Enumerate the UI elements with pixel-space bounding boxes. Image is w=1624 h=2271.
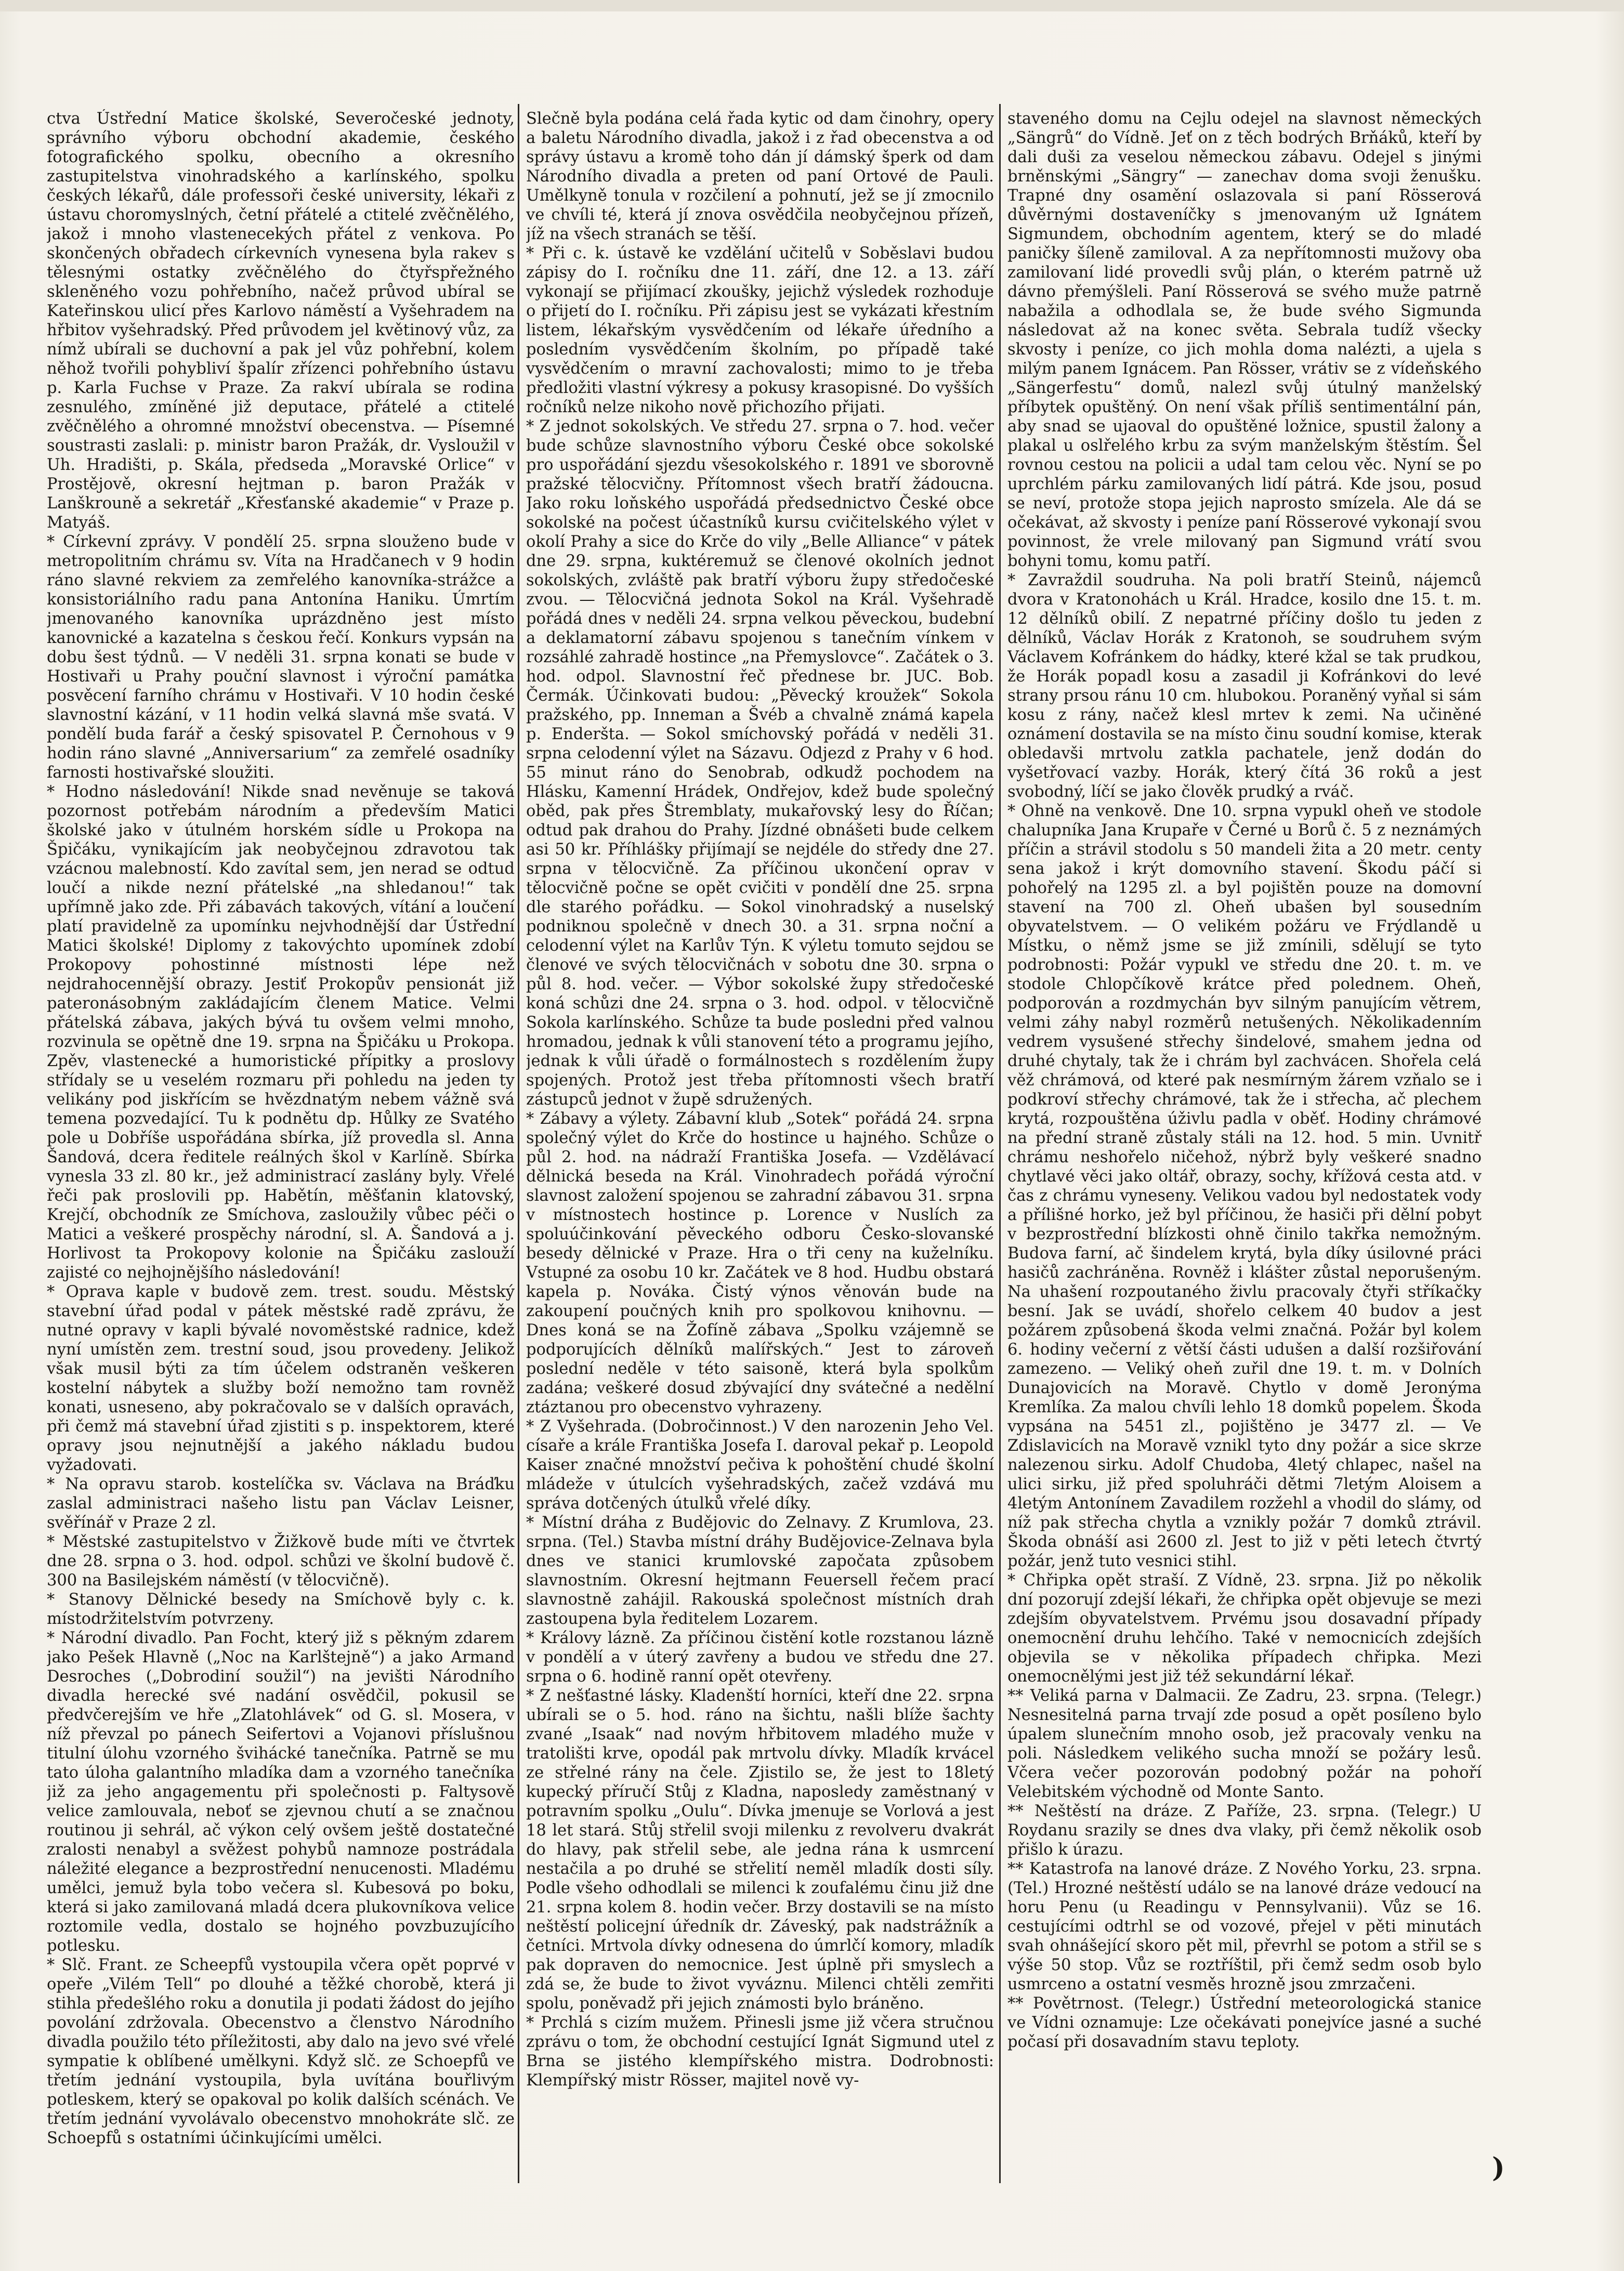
column-right [1007,109,1482,2178]
column-middle [526,109,994,2178]
page-top-edge [0,0,1624,11]
article-paragraph: ** Katastrofa na lanové dráze. Z Nového Yorku, 23. srpna. (Tel.) Hrozné neštěstí událo se na lanové dráze vedoucí na horu Penu (u Readingu v Pennsylvanii). Vůz se 16. cestujícími odtrhl se od vozové, přejel v pěti minutách svah ohnášející skoro pět mil, převrhl se potom a střil se s výše 50 stop. Vůz se roztříštil, při čemž sedm osob bylo usmrceno a ostatní vesměs hrozně jsou zmrzačeni. [1007,1860,1482,1993]
article-paragraph: Slečně byla podána celá řada kytic od dam činohry, opery a baletu Národního divadla, jakož i z řad obecenstva a od správy ústavu a kromě toho dán jí dámský šperk od dam Národního divadla a preten od paní Ortové de Pauli. Umělkyně tonula v rozčilení a pohnutí, jež se jí zmocnilo ve chvíli té, která jí znova osvědčila neobyčejnou přízeň, jíž na všech stranách se těší. [526,110,994,243]
column-divider [518,104,519,2183]
article-paragraph: ** Veliká parna v Dalmacii. Ze Zadru, 23. srpna. (Telegr.) Nesnesitelná parna trvají zde posud a opět posíleno bylo úpalem slunečním mnoho osob, jež pracovaly venku na poli. Následkem velikého sucha množí se požáry lesů. Včera večer pozorován podobný požár na pohoří Velebitském východně od Monte Santo. [1007,1687,1482,1801]
article-paragraph: * Ohně na venkově. Dne 10. srpna vypukl oheň ve stodole chalupníka Jana Krupaře v Černé u Borů č. 5 z neznámých příčin a strávil stodolu s 50 mandeli žita a 20 metr. centy sena jakož i krýt domovního stavení. Škodu páčí si pohořelý na 1295 zl. a byl pojištěn pouze na domovní stavení na 700 zl. Oheň ubašen byl sousedním obyvatelstvem. — O velikém požáru ve Frýdlandě u Místku, o němž jsme se již zmínili, sdělují se tyto podrobnosti: Požár vypukl ve středu dne 20. t. m. ve stodole Chlopčíkově krátce před polednem. Oheň, podporován a rozdmychán byv silným panujícím větrem, velmi záhy nabyl rozměrů netušených. Několikadenním vedrem vysušené střechy šindelové, smahem jedna od druhé chytaly, tak že i chrám byl zachvácen. Shořela celá věž chrámová, od které pak nesmírným žárem vzňalo se i podkroví střechy chrámové, tak že i střecha, ač plechem krytá, rozpouštěna úživlu padla v oběť. Hodiny chrámové na přední straně zůstaly stáli na 12. hod. 5 min. Uvnitř chrámu neshořelo ničehož, nýbrž byly veškeré snadno chytlavé věci jako oltář, obrazy, sochy, křížová cesta atd. v čas z chrámu vyneseny. Velikou vadou byl nedostatek vody a přílišné horko, jež byl příčinou, že hasiči při dělní pobyt v bezprostřední blízkosti ohně činilo takřka nemožným. Budova farní, ač šindelem krytá, byla díky úsilovné práci hasičů zachráněna. Rovněž i klášter zůstal neporušeným. Na uhašení rozpoutaného živlu pracovaly čtyři stříkačky besní. Jak se uvádí, shořelo celkem 40 budov a jest požárem způsobená škoda velmi značná. Požár byl kolem 6. hodiny večerní z větší části udušen a další rozšiřování zamezeno. — Veliký oheň zuřil dne 19. t. m. v Dolních Dunajovicích na Moravě. Chytlo v domě Jeronýma Kremlíka. Za malou chvíli lehlo 18 domků popelem. Škoda vypsána na 5451 zl., pojištěno je 3477 zl. — Ve Zdislavicích na Moravě vznikl tyto dny požár a sice skrze nalezenou sirku. Adolf Chudoba, 4letý chlapec, našel na ulici sirku, již před spoluhráči dětmi 7letým Aloisem a 4letým Antonínem Zavadilem rozžehl a vhodil do slámy, od níž pak střecha chytla a vznikly požár 7 domků ztrávil. Škoda obnáší asi 2600 zl. Jest to již v pěti letech čtvrtý požár, jenž tuto vesnici stihl. [1007,802,1482,1570]
article-paragraph: * Národní divadlo. Pan Focht, který již s pěkným zdarem jako Pešek Hlavně („Noc na Karlštejně“) a jako Armand Desroches („Dobrodiní soužil“) na jevišti Národního divadla herecké své nadání osvědčil, pokusil se předvčerejším ve hře „Zlatohlávek“ od G. sl. Mosera, v níž převzal po pánech Seifertovi a Vojanovi příslušnou titulní úlohu vzorného švihácké tanečníka. Patrně se mu tato úloha galantního mladíka dam a vzorného tanečníka již za jeho angagementu při společnosti p. Faltysově velice zamlouvala, neboť se zjevnou chutí a se značnou routinou ji sehrál, ač výkon celý ovšem ještě dostatečné zralosti nenabyl a svěžest pohybů namnoze postrádala náležité elegance a bezprostřední nenucenosti. Mladému umělci, jemuž byla tobo večera sl. Kubesová po boku, která si jako zamilovaná mladá dcera plukovníkova velice roztomile vedla, dostalo se hojného povzbuzujícího potlesku. [47,1629,515,1955]
article-paragraph: * Hodno následování! Nikde snad nevěnuje se taková pozornost potřebám národním a především Matici školské jako v útulném horském sídle u Prokopa na Špičáku, vynikajícím jak neobyčejnou zdravotou tak vzácnou malebností. Kdo zavítal sem, jen nerad se odtud loučí a nikde nezní přátelské „na shledanou!“ tak upřímně jako zde. Při zábavách takových, vítání a loučení platí pravidelně za upomínku nejvhodnější dar Ústřední Matici školské! Diplomy z takovýchto upomínek zdobí Prokopovy pohostinné místnosti lépe než nejdrahocennější obrazy. Jestiť Prokopův pensionát již pateronásobným zakládajícím členem Matice. Velmi přátelská zábava, jakých bývá tu ovšem velmi mnoho, rozvinula se opětně dne 19. srpna na Špičáku u Prokopa. Zpěv, vlastenecké a humoristické přípitky a proslovy střídaly se u veselém rozmaru při pohledu na jeden ty velikány pod jiskřícím se hvězdnatým nebem vážně svá temena pozvedající. Tu k podnětu dp. Hůlky ze Svatého pole u Dobříše uspořádána sbírka, jíž provedla sl. Anna Šandová, dcera ředitele reálných škol v Karlíně. Sbírka vynesla 33 zl. 80 kr., jež administrací zaslány byly. Vřelé řeči pak proslovili pp. Habětín, měšťanin klatovský, Krejčí, obchodník ze Smíchova, zasloužily vůbec péči o Matici a veškeré prospěchy národní, sl. A. Šandová a j. Horlivost ta Prokopovy kolonie na Špičáku zaslouží zajisté co nejhojnějšího následování! [47,783,515,1282]
article-paragraph: * Oprava kaple v budově zem. trest. soudu. Městský stavební úřad podal v pátek městské radě zprávu, že nutné opravy v kapli bývalé novoměstské radnice, kdež nyní umístěn zem. trestní soud, jsou provedeny. Jelikož však musil býti za tím účelem odstraněn veškeren kostelní nábytek a služby boží nemožno tam rovněž konati, usneseno, aby pokračovalo se v dalších opravách, při čemž má stavební úřad zjistiti s p. inspektorem, které opravy jsou nejnutnější a jakého nákladu budou vyžadovati. [47,1283,515,1474]
article-paragraph: * Při c. k. ústavě ke vzdělání učitelů v Soběslavi budou zápisy do I. ročníku dne 11. září, dne 12. a 13. září vykonají se přijímací zkoušky, jejichž výsledek rozhoduje o přijetí do I. ročníku. Při zápisu jest se vykázati křestním listem, lékařským vysvědčením od lékaře úředního a posledním vysvědčením školním, po případě také vysvědčením o mravní zachovalosti; mimo to je třeba předložiti vlastní výkresy a pokusy krasopisné. Do vyšších ročníků nelze nikoho nově přichozího přijati. [526,244,994,416]
article-paragraph: * Chřipka opět straší. Z Vídně, 23. srpna. Již po několik dní pozorují zdejší lékaři, že chřipka opět objevuje se mezi zdejším obyvatelstvem. Prvému jsou dosavadní případy onemocnění druhu lehčího. Také v nemocnicích zdejších objevila se v několika případech chřipka. Mezi onemocnělými jest již též sekundární lékař. [1007,1571,1482,1686]
article-paragraph: * Na opravu starob. kostelíčka sv. Václava na Bráďku zaslal administraci našeho listu pan Václav Leisner, svěřínář v Praze 2 zl. [47,1475,515,1532]
article-paragraph: * Prchlá s cizím mužem. Přinesli jsme již včera stručnou zprávu o tom, že obchodní cestující Ignát Sigmund utel z Brna se jistého klempířského mistra. Dodrobnosti: Klempířský mistr Rösser, majitel nově vy- [526,2014,994,2090]
margin-mark: ) [1492,2152,1505,2184]
article-paragraph: * Královy lázně. Za příčinou čistění kotle rozstanou lázně v pondělí a v úterý zavřeny a budou ve středu dne 27. srpna o 6. hodině ranní opět otevřeny. [526,1629,994,1686]
article-paragraph: staveného domu na Cejlu odejel na slavnost německých „Sängrů“ do Vídně. Jeť on z těch bodrých Brňáků, kteří by dali duši za veselou německou zábavu. Odejel s jinými brněnskými „Sängry“ — zanechav doma svoji ženušku. Trapné dny osamění oslazovala si paní Rösserová důvěrnými dostaveníčky s jmenovaným už Ignátem Sigmundem, obchodním agentem, který se do mladé paničky šíleně zamiloval. A za nepřítomnosti mužovy oba zamilovaní lidé provedli svůj plán, o kterém patrně už dávno přemýšleli. Paní Rösserová se svého muže patrně nabažila a odhodlala se, že bude svého Sigmunda následovat až na konec světa. Sebrala tudíž všecky skvosty i peníze, co jich mohla doma nalézti, a ujela s milým panem Ignácem. Pan Rösser, vrátiv se z vídeňského „Sängerfestu“ domů, nalezl svůj útulný manželský příbytek opuštěný. On není však příliš sentimentální pán, aby snad se ujaoval do opuštěné ložnice, spustil žalony a plakal u oslřelého krbu za svým manželským štěstím. Šel rovnou cestou na policii a udal tam celou věc. Nyní se po uprchlém párku zamilovaných lidí pátrá. Kde jsou, posud se neví, protože stopa jejich naprosto smízela. Ale dá se očekávat, až skvosty i peníze paní Rösserové vykonají svou povinnost, že vrele milovaný pan Sigmund vrátí svou bohyni tomu, komu patří. [1007,110,1482,570]
article-paragraph: * Z nešťastné lásky. Kladenští horníci, kteří dne 22. srpna ubírali se o 5. hod. ráno na šichtu, našli blíže šachty zvané „Isaak“ nad novým hřbitovem mladého muže v tratolišti krve, opodál pak mrtvolu dívky. Mladík krvácel ze střelné rány na čele. Zjistilo se, že jest to 18letý kupecký příručí Stůj z Kladna, naposledy zaměstnaný v potravním spolku „Oulu“. Dívka jmenuje se Vorlová a jest 18 let stará. Stůj střelil svoji milenku z revolveru dvakrát do hlavy, pak střelil sebe, ale jedna rána k usmrcení nestačila a po druhé se střelití neměl mladík dosti síly. Podle všeho odhodlali se milenci k zoufalému činu již dne 21. srpna kolem 8. hodin večer. Brzy dostavili se na místo neštěstí policejní úředník dr. Záveský, pak nadstrážník a četníci. Mrtvola dívky odnesena do úmrlčí komory, mladík pak dopraven do nemocnice. Jest úplně při smyslech a zdá se, že bude to život vyváznu. Milenci chtěli zemřiti spolu, poněvadž při jejich známosti bylo bráněno. [526,1687,994,2013]
column-divider [999,104,1001,2183]
article-paragraph: * Městské zastupitelstvo v Žižkově bude míti ve čtvrtek dne 28. srpna o 3. hod. odpol. schůzi ve školní budově č. 300 na Basilejském náměstí (v tělocvičně). [47,1533,515,1590]
column-left [47,109,515,2178]
article-paragraph: ** Povětrnost. (Telegr.) Ústřední meteorologická stanice ve Vídni oznamuje: Lze očekávati ponejvíce jasné a suché počasí při dosavadním stavu teploty. [1007,1994,1482,2051]
article-paragraph: * Z jednot sokolských. Ve středu 27. srpna o 7. hod. večer bude schůze slavnostního výboru České obce sokolské pro uspořádání sjezdu všesokolského r. 1891 ve sborovně pražské tělocvičny. Přítomnost všech bratří žádoucna. Jako roku loňského uspořádá předsednictvo České obce sokolské na počest účastníků kursu cvičitelského výlet v okolí Prahy a sice do Krče do vily „Belle Alliance“ v pátek dne 29. srpna, kuktéremuž se členové okolních jednot sokolských, zvláště pak bratří výboru župy středočeské zvou. — Tělocvičná jednota Sokol na Král. Vyšehradě pořádá dnes v neděli 24. srpna velkou pěveckou, budební a deklamatorní zábavu spojenou s tanečním vínkem v rozsáhlé zahradě hostince „na Přemyslovce“. Začátek o 3. hod. odpol. Slavnostní řeč přednese br. JUC. Bob. Čermák. Účinkovati budou: „Pěvecký kroužek“ Sokola pražského, pp. Inneman a Švéb a chvalně známá kapela p. Enderšta. — Sokol smíchovský pořádá v neděli 31. srpna celodenní výlet na Sázavu. Odjezd z Prahy v 6 hod. 55 minut ráno do Senobrab, odkudž pochodem na Hlásku, Kamenní Hrádek, Ondřejov, kdež bude společný oběd, pak přes Štremblaty, mukařovský lesy do Říčan; odtud pak drahou do Prahy. Jízdné obnášeti bude celkem asi 50 kr. Příhlášky přijímají se nejdéle do středy dne 27. srpna v tělocvičně. Za příčinou ukončení oprav v tělocvičně počne se opět cvičiti v pondělí dne 25. srpna dle starého pořádku. — Sokol vinohradský a nuselský podniknou společně v dnech 30. a 31. srpna noční a celodenní výlet na Karlův Týn. K výletu tomuto sejdou se členové ve svých tělocvičnách v sobotu dne 30. srpna o půl 8. hod. večer. — Výbor sokolské župy středočeské koná schůzi dne 24. srpna o 3. hod. odpol. v tělocvičně Sokola karlínského. Schůze ta bude posledni před valnou hromadou, jednak k vůli stanovení této a programu jejího, jednak k vůli úřadě o formálnostech s rozdělením župy spojených. Protož jest třeba přítomnosti všech bratří zástupců jednot v župě sdružených. [526,417,994,1109]
article-paragraph: * Zavraždil soudruha. Na poli bratří Steinů, nájemců dvora v Kratonohách u Král. Hradce, kosilo dne 15. t. m. 12 dělníků obilí. Z nepatrné příčiny došlo tu jeden z dělníků, Václav Horák z Kratonoh, se soudruhem svým Václavem Kofránkem do hádky, které kžal se tak prudkou, že Horák popadl kosu a zasadil ji Kofránkovi do levé strany prsou ránu 10 cm. hlubokou. Poraněný vyňal si sám kosu z rány, načež klesl mrtev k zemi. Na učiněné oznámení dostavila se na místo činu soudní komise, kterak obledavši mrtvolu zatkla pachatele, jenž dodán do vyšetřovací vazby. Horák, který čítá 36 roků a jest svobodný, líčí se jako člověk prudký a rváč. [1007,571,1482,801]
article-paragraph: * Zábavy a výlety. Zábavní klub „Sotek“ pořádá 24. srpna společný výlet do Krče do hostince u hajného. Schůze o půl 2. hod. na nádraží Františka Josefa. — Vzdělávací dělnická beseda na Král. Vinohradech pořádá výroční slavnost založení spojenou se zahradní zábavou 31. srpna v místnostech hostince p. Lorence v Nuslích za spoluúčinkování pěveckého odboru Česko-slovanské besedy dělnické v Praze. Hra o tři ceny na kuželníku. Vstupné za osobu 10 kr. Začátek ve 8 hod. Hudbu obstará kapela p. Nováka. Čistý výnos věnován bude na zakoupení poučných knih pro spolkovou knihovnu. — Dnes koná se na Žofíně zábava „Spolku vzájemně se podporujících dělníků malířských.“ Jest to zároveň poslední neděle v této saisoně, která byla spolkům zadána; veškeré dosud zbývající dny svátečné a nedělní ztáztanou pro obecenstvo vyhrazeny. [526,1110,994,1416]
article-paragraph: ctva Ústřední Matice školské, Severočeské jednoty, správního výboru obchodní akademie, českého fotografického spolku, obecního a okresního zastupitelstva vinohradského a karlínského, spolku českých lékařů, dále professoři české university, lékaři z ústavu choromyslných, četní přátelé a ctitelé zvěčnělého, jakož i mnoho vlastenecekých přátel z venkova. Po skončených obřadech církevních vynesena byla rakev s tělesnými ostatky zvěčnělého do čtyřspřežného skleněného vozu pohřebního, načež průvod ubíral se Kateřinskou ulicí přes Karlovo náměstí a Vyšehradem na hřbitov vyšehradský. Před průvodem jel květinový vůz, za nímž ubírali se duchovní a pak jel vůz pohřební, kolem něhož tvořili pohybliví špalír zřízenci pohřebního ústavu p. Karla Fuchse v Praze. Za rakví ubírala se rodina zesnulého, zmíněné již deputace, přátelé a ctitelé zvěčnělého a ohromné množství obecenstva. — Písemné soustrasti zaslali: p. ministr baron Pražák, dr. Vysloužil v Uh. Hradišti, p. Skála, předseda „Moravské Orlice“ v Prostějově, okresní hejtman p. baron Pražák v Lanškrouně a sekretář „Křesťanské akademie“ v Praze p. Matyáš. [47,110,515,532]
article-paragraph: * Církevní zprávy. V pondělí 25. srpna slouženo bude v metropolitním chrámu sv. Víta na Hradčanech v 9 hodin ráno slavné rekviem za zemřelého kanovníka-strážce a konsistoriálního radu pana Antonína Haniku. Úmrtím jmenovaného kanovníka uprázdněno jest místo kanovnické a kazatelna s českou řečí. Konkurs vypsán na dobu šest týdnů. — V neděli 31. srpna konati se bude v Hostivaři u Prahy pouční slavnost i výroční památka posvěcení farního chrámu v Hostivaři. V 10 hodin české slavnostní kázání, v 11 hodin velká slavná mše svatá. V pondělí buda farář a český spisovatel P. Černohous v 9 hodin ráno slavné „Anniversarium“ za zemřelé osadníky farnosti hostivařské sloužiti. [47,533,515,782]
article-paragraph: * Místní dráha z Budějovic do Zelnavy. Z Krumlova, 23. srpna. (Tel.) Stavba místní dráhy Budějovice-Zelnava byla dnes ve stanici krumlovské započata způsobem slavnostním. Okresní hejtmann Feuersell řečem prací slavnostně zahájil. Rakouská společnost místních drah zastoupena byla ředitelem Lozarem. [526,1514,994,1628]
article-paragraph: ** Neštěstí na dráze. Z Paříže, 23. srpna. (Telegr.) U Roydanu srazily se dnes dva vlaky, při čemž několik osob přišlo k úrazu. [1007,1802,1482,1859]
article-paragraph: * Stanovy Dělnické besedy na Smíchově byly c. k. místodržitelstvím potvrzeny. [47,1591,515,1628]
article-paragraph: * Z Vyšehrada. (Dobročinnost.) V den narozenin Jeho Vel. císaře a krále Františka Josefa I. daroval pekař p. Leopold Kaiser značné množství pečiva k pohoštění chudé školní mládeže v útulcích vyšehradských, začež vzdává mu správa dotčených útulků vřelé díky. [526,1417,994,1513]
article-paragraph: * Slč. Frant. ze Scheepfů vystoupila včera opět poprvé v opeře „Vilém Tell“ po dlouhé a těžké chorobě, která ji stihla předešlého roku a donutila ji podati žádost do jejího povolání zdržovala. Obecenstvo a členstvo Národního divadla použilo této příležitosti, aby dalo na jevo své vřelé sympatie k oblíbené umělkyni. Když slč. ze Schoepfů ve třetím jednání vystoupila, byla uvítána bouřlivým potleskem, který se opakoval po kolik dalších scénách. Ve třetím jednání vyvolávalo obecenstvo mnohokráte slč. ze Schoepfů s ostatními účinkujícími umělci. [47,1956,515,2147]
